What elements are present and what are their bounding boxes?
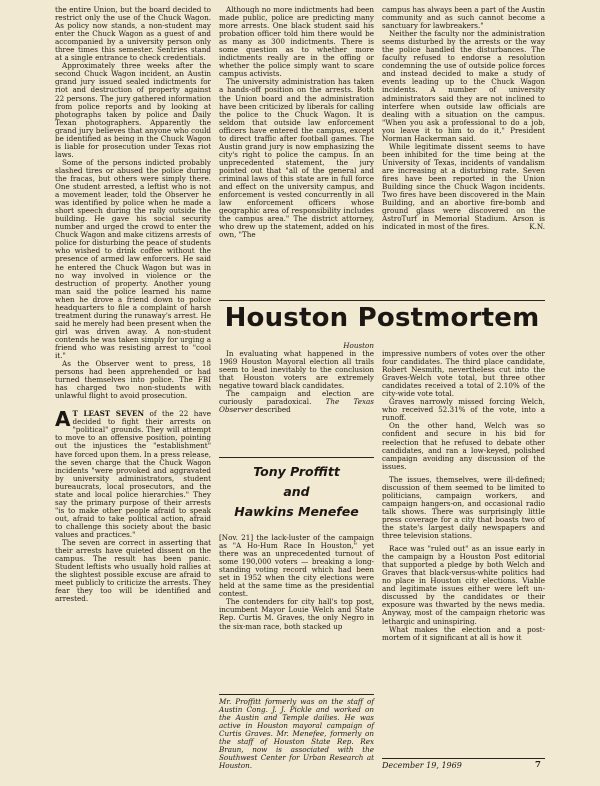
- dateline: Houston: [343, 341, 374, 350]
- paragraph: Race was "ruled out" as an issue early in the campaign by a Houston Post editorial that supported a pledge by both Welch and Graves that black-versus-white politics had no place in Houston city elections. Viable and legitimate issues either were left un-discussed by the candidates or their exposure was thwarted by the news media. Anyway, most of the campaign rhetoric was lethargic and uninspiring.: [382, 544, 545, 626]
- paragraph: What makes the election and a post-mortem of it significant at all is how it: [382, 624, 545, 642]
- column-2: [219, 6, 374, 239]
- paragraph: Neither the faculty nor the administration seems disturbed by the arrests or the way the police handled the disturbances. The faculty refused to endorse a resolution condemning the use of outside police forces and instead decided to make a study of events leading up to the Chuck Wagon incidents. A number of university administrators said they are not inclined to interfere when outside law officials are dealing with a situation on the campus. "When you ask a professional to do a job, you leave it to him to do it," President Norman Hackerman said.: [382, 29, 545, 143]
- paragraph-text: While legitimate dissent seems to have been inhibited for the time being at the University of Texas, incidents of vandalism are increasing at a disturbing rate. Seven fires have been reported in the Union Building since the Chuck Wagon incidents. Two fires have been discovered in the Main Building, and an abortive fire-bomb and ground glass were discovered on the AstroTurf in Memorial Stadium. Arson is indicated in most of the fires.: [382, 141, 545, 232]
- article-headline: Houston Postmortem: [224, 303, 540, 333]
- paragraph: Approximately three weeks after the second Chuck Wagon incident, an Austin grand jury issued sealed indictments for riot and destruction of property against 22 persons. The jury gathered information from police reports and by looking at photographs taken by police and Daily Texan photographers. Apparently the grand jury believes that anyone who could be identified as being in the Chuck Wagon is liable for prosecution under Texas riot laws.: [55, 61, 211, 159]
- byline-rule: [219, 457, 374, 458]
- paragraph: Graves narrowly missed forcing Welch, who received 52.31% of the vote, into a runoff.: [382, 397, 545, 423]
- author-initials: K.N.: [529, 222, 545, 232]
- paragraph: Although no more indictments had been made public, police are predicting many more arrests. One black student said his probation officer told him there would be as many as 300 indictments. There is some question as to whether more indictments really are in the offing or whether the police simply want to scare campus activists.: [219, 5, 374, 79]
- column-1: [55, 6, 211, 603]
- paragraph: In evaluating what happened in the 1969 Houston Mayoral election all trails seem to lead inevitably to the conclusion that Houston voters are extremely negative toward black candidates.: [219, 349, 374, 391]
- drop-cap: A: [55, 407, 71, 432]
- byline-and: and: [283, 484, 310, 499]
- paragraph: [382, 143, 545, 232]
- paragraph: The campaign and election are curiously paradoxical. The Texas Observer described: [219, 389, 374, 415]
- paragraph: Some of the persons indicted probably slashed tires or abused the police during the fracas, but others were simply there. One student arrested, a leftist who is not a movement leader, told the Observer he was identified by police when he made a short speech during the rally outside the building. He gave his social security number and urged the crowd to enter the Chuck Wagon and make citizens arrests of police for disturbing the peace of students who wished to drink coffee without the presence of armed law enforcers. He said he entered the Chuck Wagon but was in no way involved in violence or the destruction of property. Another young man said the police learned his name when he drove a friend down to police headquarters to file a complaint of harsh treatment during the runaway's arrest. He said he merely had been present when the girl was driven away. A non-student contends he was taken simply for urging a friend who was resisting arrest to "cool it.": [55, 157, 211, 361]
- bio-rule: [219, 694, 374, 695]
- page-number: 7: [535, 760, 541, 770]
- paragraph: the entire Union, but the board decided to restrict only the use of the Chuck Wagon. As policy now stands, a non-student may enter the Chuck Wagon as a guest of and accompanied by a university person only three times this semester. Sentries stand at a single entrance to check credentials.: [55, 5, 211, 63]
- lead-in-caps: T LEAST SEVEN: [72, 409, 145, 419]
- issue-date: December 19, 1969: [382, 761, 462, 770]
- paragraph: As the Observer went to press, 18 persons had been apprehended or had turned themselves into police. The FBI has charged two non-students with unlawful flight to avoid prosecution.: [55, 359, 211, 401]
- paragraph: The issues, themselves, were ill-defined; discussion of them seemed to be limited to politicians, campaign workers, and campaign hangers-on, and occasional radio talk shows. There was surprisingly little press coverage for a city that boasts two of the state's largest daily newspapers and three television stations.: [382, 474, 545, 541]
- paragraph: On the other hand, Welch was so confident and secure in his bid for reelection that he refused to debate other candidates, and ran a low-keyed, polished campaign avoiding any discussion of the issues.: [382, 421, 545, 471]
- footer-rule: [382, 758, 545, 759]
- paragraph-dropcap: [55, 407, 211, 539]
- author-name: Hawkins Menefee: [234, 504, 359, 519]
- paragraph: campus has always been a part of the Austin community and as such cannot become a sanctuary for lawbreakers.": [382, 5, 546, 31]
- column-3: [382, 6, 545, 231]
- paragraph-text: of the 22 have decided to fight their arrests on "political" grounds. They will attempt to move to an offensive position, pointing out the injustices the "establishment" have forced upon them. In a press release, the seven charge that the Chuck Wagon incidents "were provoked and aggravated by university administrators, student bureaucrats, local prosecutors, and the state and local police hierarchies." They say the primary purpose of their arrests "is to make other people afraid to speak out, afraid to take political action, afraid to challenge this society about the basic values and practices.": [55, 409, 211, 539]
- paragraph: The university administration has taken a hands-off position on the arrests. Both the Union board and the administration have been criticized by liberals for calling the police to the Chuck Wagon. It is seldom that outside law enforcement officers have entered the campus, except to direct traffic after football games. The Austin grand jury is now emphasizing the city's right to police the campus. In an unprecedented statement, the jury pointed out that "all of the general and criminal laws of this state are in full force and effect on the university campus, and enforcement is vested concurrently in all law enforcement officers whose geographic area of responsibility includes the campus area." The district attorney, who drew up the statement, added on his own, "The: [219, 77, 374, 240]
- paragraph: The seven are correct in asserting that their arrests have quieted dissent on the campus. The result has been panic. Student leftists who usually hold rallies at the slightest possible excuse are afraid to meet publicly to criticize the arrests. They fear they too will be identified and arrested.: [55, 538, 211, 604]
- headline-rule: [219, 300, 545, 301]
- paragraph: The contenders for city hall's top post, incumbent Mayor Louie Welch and State Rep. Curtis M. Graves, the only Negro in the six-man race, both stacked up: [219, 597, 374, 631]
- paragraph: [Nov. 21] the lack-luster of the campaign as "A Ho-Hum Race In Houston," yet there was an unprecedented turnout of some 190,000 voters — breaking a long-standing voting record which had been set in 1952 when the city elections were held at the same time as the presidential contest.: [219, 533, 374, 599]
- article-column-2-bottom: [219, 534, 374, 631]
- byline-box: [219, 457, 374, 527]
- author-bio: Mr. Proffitt formerly was on the staff of Austin Cong. J. J. Pickle and worked on the Austin and Temple dailies. He was active in Houston mayoral campaign of Curtis Graves. Mr. Menefee, formerly on the staff of Houston State Rep. Rex Braun, now is associated with the Southwest Center for Urban Research at Houston.: [219, 697, 374, 771]
- article-column-3: [382, 350, 545, 642]
- author-name: Tony Proffitt: [253, 464, 340, 479]
- paragraph: impressive numbers of votes over the other four candidates. The third place candidate, Robert Nesmith, nevertheless cut into the Graves-Welch vote total, but three other candidates received a total of 2.10% of the city-wide vote total.: [382, 349, 545, 399]
- article-column-2-top: [219, 350, 374, 414]
